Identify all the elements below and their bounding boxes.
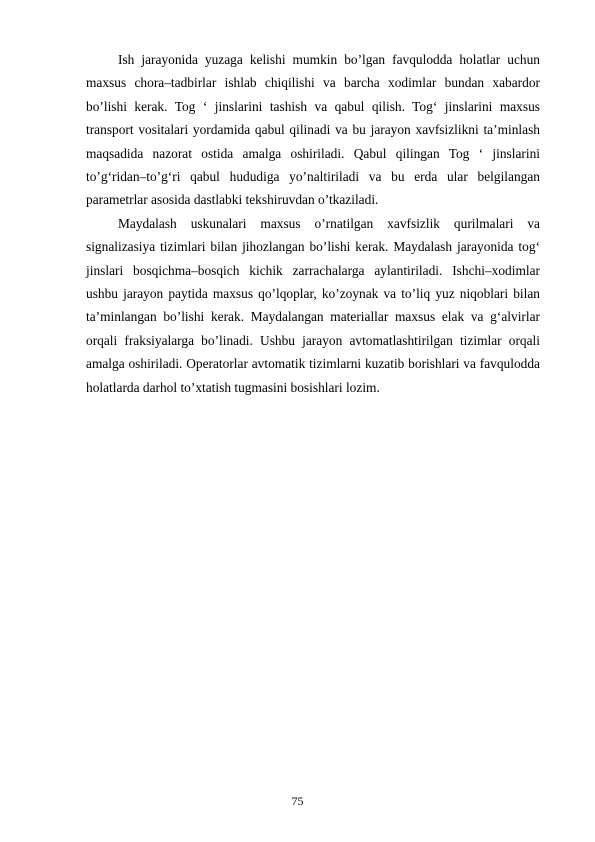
- paragraph-1: Ish jarayonida yuzaga kelishi mumkin bo’lgan favqulodda holatlar uchun maxsus chora–tadbirlar ishlab chiqilishi va barcha xodimlar bundan xabardor bo’lishi kerak. Tog ‘ jinslarini tashish va qabul qilish. Tog‘ jinslarini maxsus transport vositalari yordamida qabul qilinadi va bu jarayon xavfsizlikni ta’minlash maqsadida nazorat ostida amalga oshiriladi. Qabul qilingan Tog ‘ jinslarini to’g‘ridan–to’g‘ri qabul hududiga yo’naltiriladi va bu erda ular belgilangan parametrlar asosida dastlabki tekshiruvdan o’tkaziladi.: [86, 52, 540, 208]
- document-body: [86, 48, 540, 399]
- page-number: 75: [291, 794, 304, 808]
- paragraph-2: Maydalash uskunalari maxsus o’rnatilgan xavfsizlik qurilmalari va signalizasiya tizimlari bilan jihozlangan bo’lishi kerak. Maydalash jarayonida tog‘ jinslari bosqichma–bosqich kichik zarrachalarga aylantiriladi. Ishchi–xodimlar ushbu jarayon paytida maxsus qo’lqoplar, ko’zoynak va to’liq yuz niqoblari bilan ta’minlangan bo’lishi kerak. Maydalangan materiallar maxsus elak va g‘alvirlar orqali fraksiyalarga bo’linadi. Ushbu jarayon avtomatlashtirilgan tizimlar orqali amalga oshiriladi. Operatorlar avtomatik tizimlarni kuzatib borishlari va favqulodda holatlarda darhol to’xtatish tugmasini bosishlari lozim.: [86, 215, 540, 395]
